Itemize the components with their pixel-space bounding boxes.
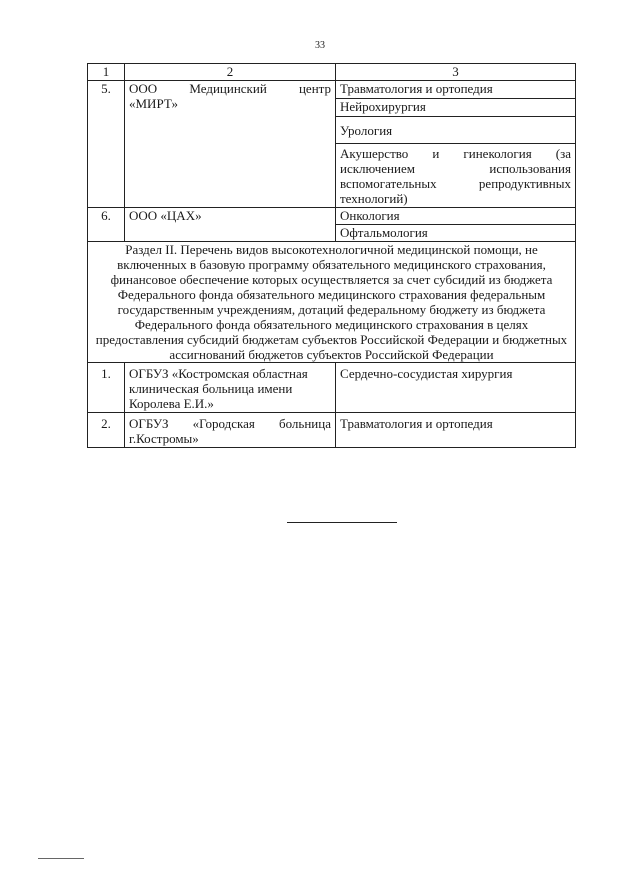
specialty-cell: Травматология и ортопедия	[336, 413, 576, 448]
page-number: 33	[315, 40, 325, 51]
table-row	[88, 208, 576, 225]
specialty-cell: Урология	[336, 117, 576, 144]
section-title: Раздел II. Перечень видов высокотехнологичной медицинской помощи, не включенных в базовую программу обязательного медицинского страхования, финансовое обеспечение которых осуществляется за счет субсидий из бюджета Федерального фонда обязательного медицинского страхования федеральным государственным учреждениям, дотаций федеральному бюджету из бюджета Федерального фонда обязательного медицинского страхования в целях предоставления субсидий бюджетам субъектов Российской Федерации и бюджетных ассигнований бюджетов субъектов Российской Федерации	[88, 242, 576, 363]
section-title-row	[88, 242, 576, 363]
header-col-3: 3	[336, 64, 576, 81]
table-row	[88, 413, 576, 448]
organization-cell: ОГБУЗ «Костромская областная клиническая больница имени Королева Е.И.»	[125, 363, 336, 413]
specialty-cell: Нейрохирургия	[336, 99, 576, 117]
header-col-2: 2	[125, 64, 336, 81]
table-row	[88, 363, 576, 413]
header-col-1: 1	[88, 64, 125, 81]
specialty-cell: Онкология	[336, 208, 576, 225]
specialty-cell: Травматология и ортопедия	[336, 81, 576, 99]
organizations-table	[87, 63, 576, 448]
specialty-cell: Акушерство и гинекология (за исключением использования вспомогательных репродуктивных технологий)	[336, 144, 576, 208]
table-row	[88, 81, 576, 99]
row-number: 6.	[88, 208, 125, 242]
row-number: 5.	[88, 81, 125, 208]
row-number: 1.	[88, 363, 125, 413]
specialty-cell: Офтальмология	[336, 225, 576, 242]
table-header-row	[88, 64, 576, 81]
organization-cell	[125, 81, 336, 208]
organization-cell: ООО «ЦАХ»	[125, 208, 336, 242]
closing-separator-line	[287, 522, 397, 523]
organization-name-line: ООО Медицинский центр	[129, 81, 331, 96]
footer-mark-line	[38, 858, 84, 859]
organization-cell: ОГБУЗ «Городская больница г.Костромы»	[125, 413, 336, 448]
row-number: 2.	[88, 413, 125, 448]
specialty-cell: Сердечно-сосудистая хирургия	[336, 363, 576, 413]
organization-name-line: «МИРТ»	[129, 96, 178, 111]
